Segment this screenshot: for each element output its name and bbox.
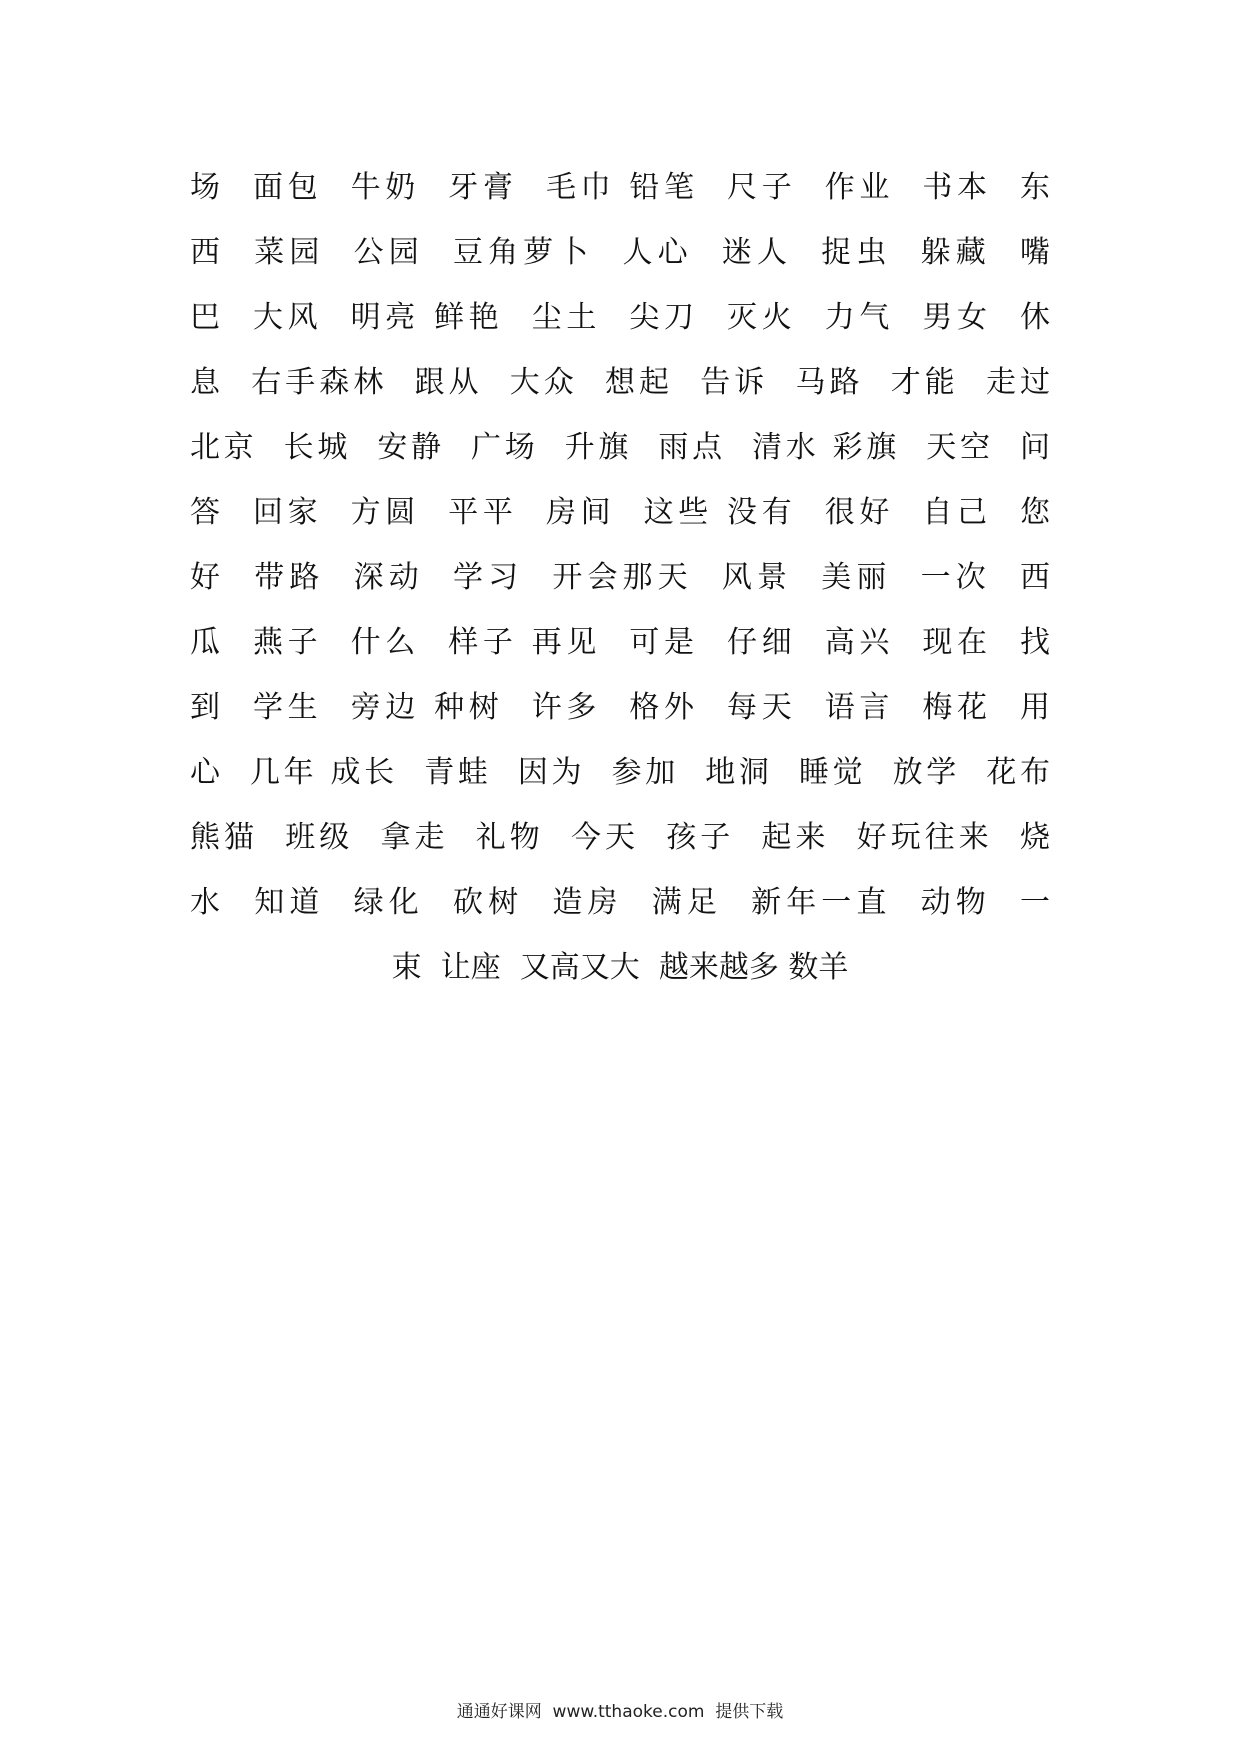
text-line-13: 束 让座 又高又大 越来越多 数羊 <box>391 950 849 985</box>
text-line-1: 场 面包 牛奶 牙膏 毛巾 铅笔 尺子 作业 书本 东 <box>190 170 1050 205</box>
text-line-5: 北京 长城 安静 广场 升旗 雨点 清水 彩旗 天空 问 <box>190 430 1050 465</box>
text-line-10: 心 几年 成长 青蛙 因为 参加 地洞 睡觉 放学 花布 <box>190 755 1050 790</box>
text-line-11: 熊猫 班级 拿走 礼物 今天 孩子 起来 好玩往来 烧 <box>190 820 1050 855</box>
text-line-6: 答 回家 方圆 平平 房间 这些 没有 很好 自己 您 <box>190 495 1050 530</box>
text-line-3: 巴 大风 明亮 鲜艳 尘土 尖刀 灭火 力气 男女 休 <box>190 300 1050 335</box>
page-footer: 通通好课网 www.tthaoke.com 提供下载 <box>456 1702 784 1722</box>
text-line-4: 息 右手森林 跟从 大众 想起 告诉 马路 才能 走过 <box>190 365 1050 400</box>
text-line-8: 瓜 燕子 什么 样子 再见 可是 仔细 高兴 现在 找 <box>190 625 1050 660</box>
text-line-12: 水 知道 绿化 砍树 造房 满足 新年一直 动物 一 <box>190 885 1050 920</box>
vocabulary-text-block <box>190 155 1050 1000</box>
text-line-9: 到 学生 旁边 种树 许多 格外 每天 语言 梅花 用 <box>190 690 1050 725</box>
text-line-7: 好 带路 深动 学习 开会那天 风景 美丽 一次 西 <box>190 560 1050 595</box>
text-line-2: 西 菜园 公园 豆角萝卜 人心 迷人 捉虫 躲藏 嘴 <box>190 235 1050 270</box>
